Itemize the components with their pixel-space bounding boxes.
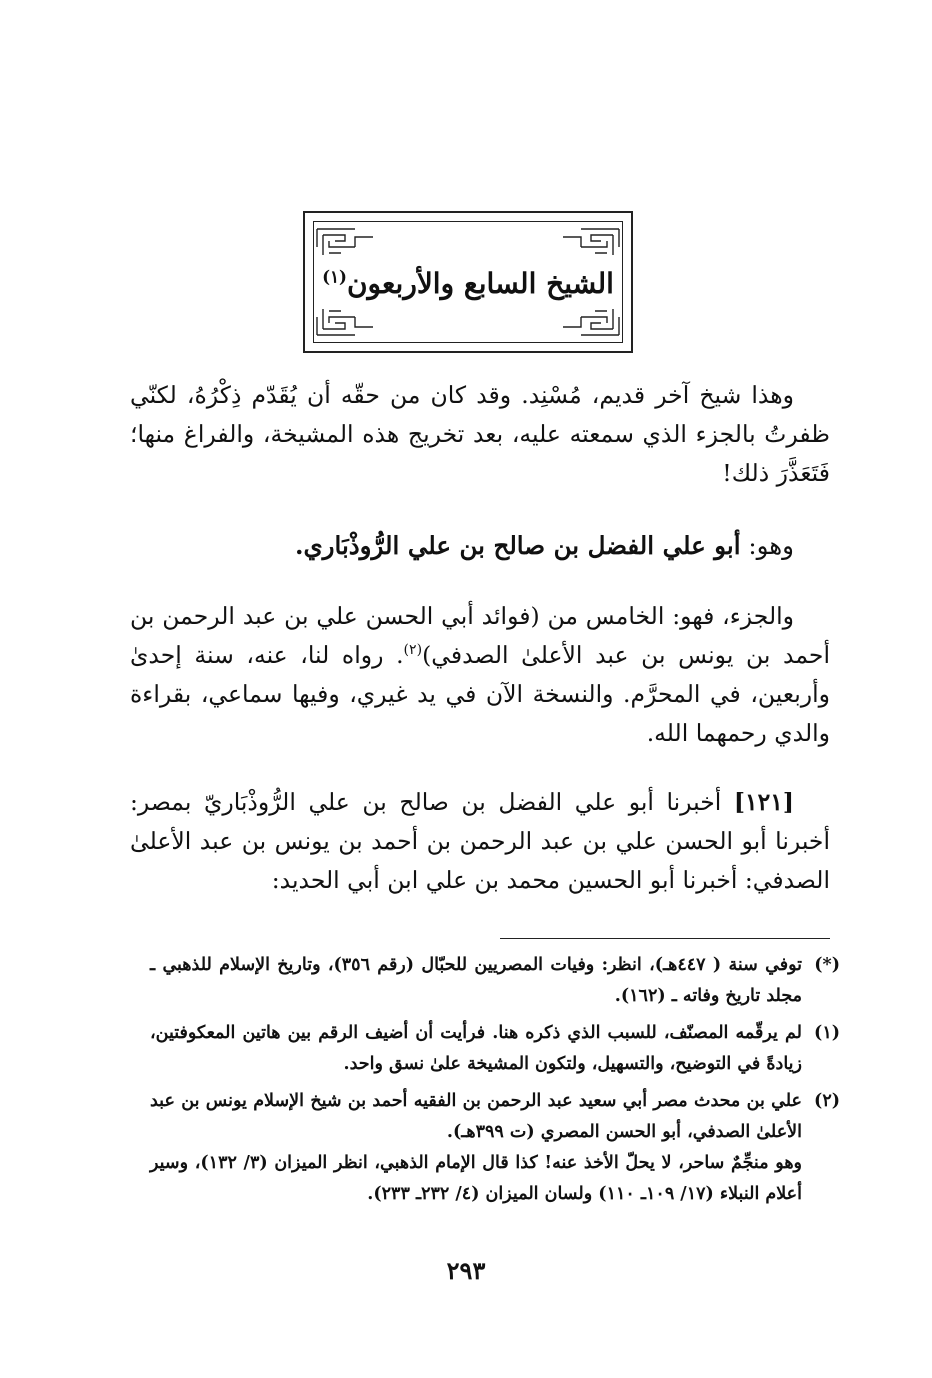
footnote-text-block <box>150 1086 802 1210</box>
chapter-title <box>305 265 631 303</box>
title-footnote-ref: (١) <box>322 266 347 287</box>
hadith-paragraph <box>130 783 830 900</box>
page-number: ٢٩٣ <box>446 1256 486 1285</box>
intro-paragraph <box>130 376 830 493</box>
footnote-divider <box>500 938 830 939</box>
footnote-mark: (١) <box>814 1023 840 1043</box>
sheikh-name: أبو علي الفضل بن صالح بن علي الرُّوذْبَاري. <box>294 531 741 560</box>
footnote-mark: (*) <box>814 955 840 975</box>
corner-ornament-icon <box>315 303 379 337</box>
juz-footnote-ref: (٢) <box>403 642 423 659</box>
chapter-title-text: الشيخ السابع والأربعون <box>346 267 614 300</box>
juz-paragraph-text-after: . رواه لنا، عنه، سنة إحدىٰ وأربعين، في المحرَّم. والنسخة الآن في يد غيري، وفيها سماعي، بقراءة والدي رحمهما الله. <box>130 641 830 747</box>
sheikh-name-paragraph <box>130 526 830 565</box>
footnote-text: توفي سنة ( ٤٤٧هـ)، انظر: وفيات المصريين للحبّال (رقم ٣٥٦)، وتاريخ الإسلام للذهبي ـ مجلد تاريخ وفاته ـ (١٦٢). <box>150 955 802 1006</box>
intro-paragraph-text: وهذا شيخ آخر قديم، مُسْنِد. وقد كان من حقّه أن يُقَدّم ذِكْرُهُ، لكنّي ظفرتُ بالجزء الذي سمعته عليه، بعد تخريج هذه المشيخة، والفراغ منها؛ فَتَعَذَّرَ ذلك! <box>130 381 830 487</box>
hadith-isnad-text: أخبرنا أبو علي الفضل بن صالح بن علي الرُّوذْبَاريّ بمصر: أخبرنا أبو الحسن علي بن عبد الرحمن بن أحمد بن يونس بن عبد الأعلىٰ الصدفي: أخبرنا أبو الحسين محمد بن علي ابن أبي الحديد: <box>130 788 830 894</box>
footnote-text: علي بن محدث مصر أبي سعيد عبد الرحمن بن الفقيه أحمد بن شيخ الإسلام يونس بن عبد الأعلىٰ الصدفي، أبو الحسن المصري (ت ٣٩٩هـ). <box>150 1091 802 1142</box>
footnote-continuation: وهو منجِّمٌ ساحر، لا يحلّ الأخذ عنه! كذا قال الإمام الذهبي، انظر الميزان (٣/ ١٣٢)، وسير أعلام النبلاء (١٧/ ١٠٩ـ ١١٠) ولسان الميزان (٤/ ٢٣٢ـ ٢٣٣). <box>150 1153 802 1204</box>
footnote-star <box>150 950 840 1012</box>
corner-ornament-icon <box>557 227 621 261</box>
title-frame <box>303 211 633 353</box>
footnote-2 <box>150 1086 840 1210</box>
corner-ornament-icon <box>557 303 621 337</box>
footnotes <box>150 950 840 1216</box>
footnote-text: لم يرقّمه المصنّف، للسبب الذي ذكره هنا. فرأيت أن أضيف الرقم بين هاتين المعكوفتين، زيادةً في التوضيح، والتسهيل، ولتكون المشيخة علىٰ نسق واحد. <box>150 1023 802 1074</box>
juz-paragraph <box>130 597 830 753</box>
sheikh-name-lead: وهو: <box>748 531 794 560</box>
juz-paragraph-text-before: والجزء، فهو: الخامس من (فوائد أبي الحسن علي بن عبد الرحمن بن أحمد بن يونس بن عبد الأعلىٰ الصدفي) <box>130 602 830 669</box>
footnote-1 <box>150 1018 840 1080</box>
hadith-number: [١٢١] <box>733 788 794 816</box>
footnote-mark: (٢) <box>814 1091 840 1111</box>
corner-ornament-icon <box>315 227 379 261</box>
